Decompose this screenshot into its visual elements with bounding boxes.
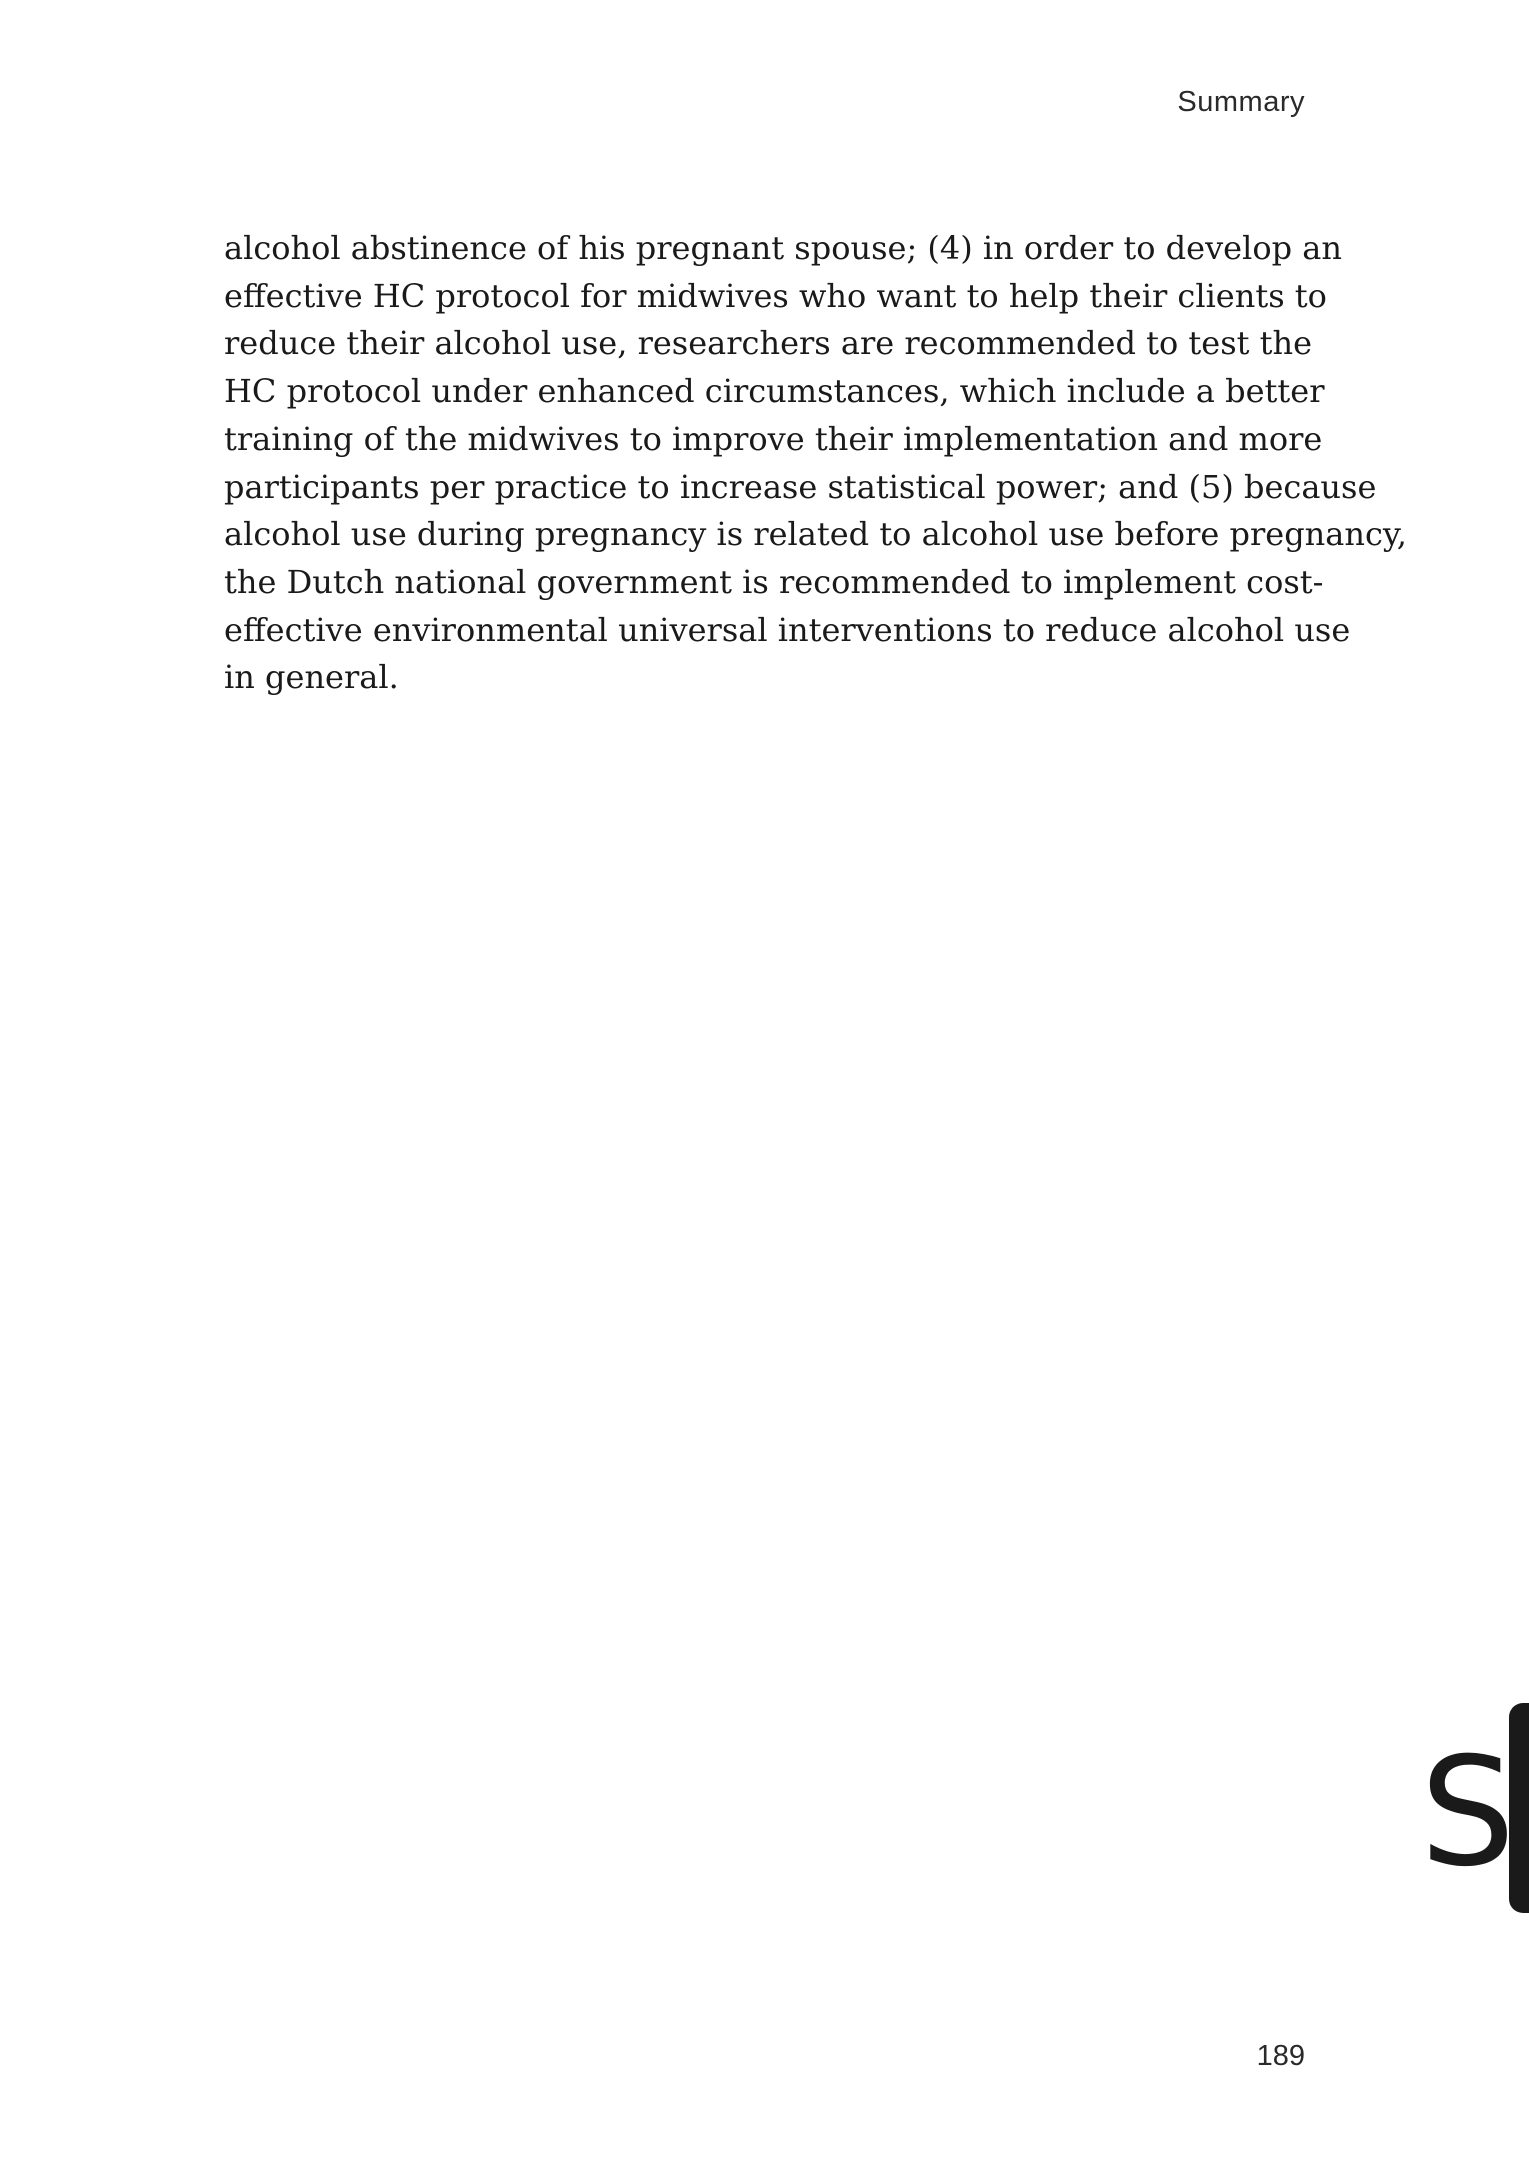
paragraph-line: HC protocol under enhanced circumstances, which include a better <box>224 372 1325 411</box>
page-number: 189 <box>1256 2040 1305 2072</box>
paragraph-line: in general. <box>224 658 399 697</box>
running-header-title: Summary <box>1177 86 1305 118</box>
paragraph-line: the Dutch national government is recommended to implement cost- <box>224 562 1324 601</box>
paragraph-line: reduce their alcohol use, researchers are recommended to test the <box>224 324 1313 363</box>
chapter-tab-letter: S <box>1420 1726 1516 1900</box>
paragraph-line: effective environmental universal interventions to reduce alcohol use <box>224 610 1351 649</box>
paragraph-line: alcohol abstinence of his pregnant spouse; (4) in order to develop an <box>224 229 1342 267</box>
paragraph-line: alcohol use during pregnancy is related to alcohol use before pregnancy, <box>224 515 1407 554</box>
paragraph-line: participants per practice to increase statistical power; and (5) because <box>224 467 1377 506</box>
summary-paragraph <box>224 225 1407 702</box>
paragraph-line: training of the midwives to improve their implementation and more <box>224 419 1323 458</box>
paragraph-line: effective HC protocol for midwives who want to help their clients to <box>224 276 1327 315</box>
